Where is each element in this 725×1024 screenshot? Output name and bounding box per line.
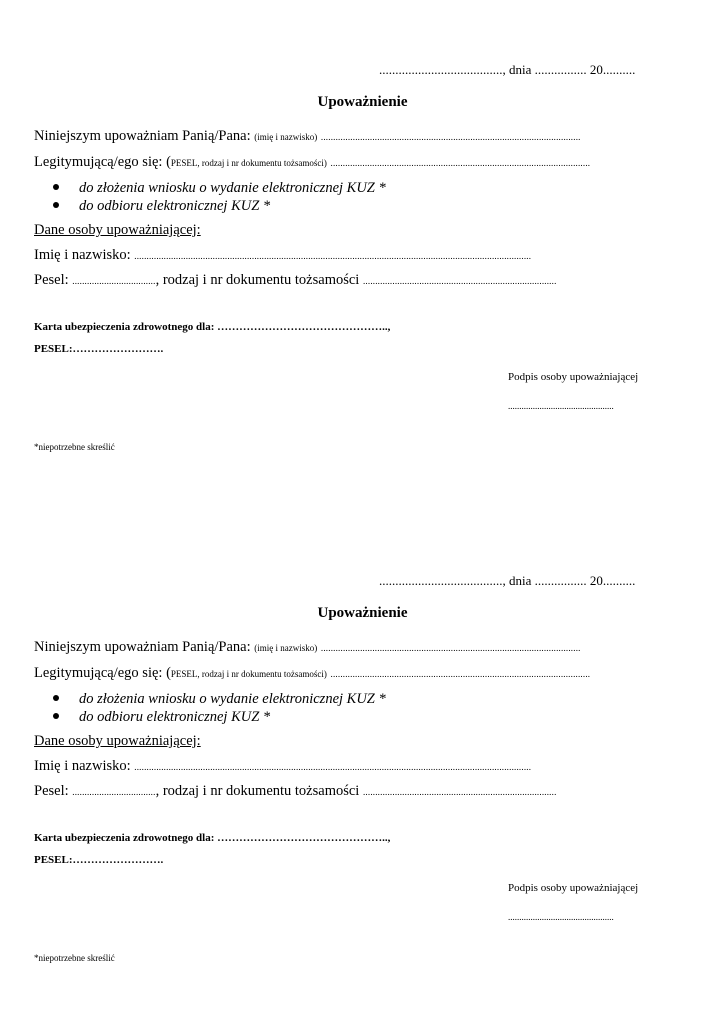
footnote: *niepotrzebne skreślić [34,442,115,452]
pesel-dots: .................................. [72,276,156,286]
pesel-label: Pesel: [34,783,69,799]
doc-dots: ............................................................................... [362,787,557,797]
name-dots: .................................................................................................................................................................. [134,251,532,261]
name-line [34,758,531,775]
list-item: do złożenia wniosku o wydanie elektronicznej KUZ * [50,690,386,708]
list-item: do odbioru elektronicznej KUZ * [50,197,386,215]
card-pesel: PESEL:……………………. [34,343,164,355]
authorize-hint: (imię i nazwisko) [254,132,318,142]
signature-dots: ............................................... [508,912,614,922]
authorize-label: Niniejszym upoważniam Panią/Pana: [34,639,251,655]
authorize-label: Niniejszym upoważniam Panią/Pana: [34,128,251,144]
identity-dots: .......................................................................................................... [330,158,591,168]
card-line: Karta ubezpieczenia zdrowotnego dla: ……………………………………….., [34,832,391,844]
card-line: Karta ubezpieczenia zdrowotnego dla: ……………………………………….., [34,321,391,333]
pesel-label: Pesel: [34,272,69,288]
bullet-icon [53,184,59,190]
pesel-dots: .................................. [72,787,156,797]
name-dots: .................................................................................................................................................................. [134,762,532,772]
identity-label: Legitymującą/ego się: ( [34,154,171,170]
list-item: do złożenia wniosku o wydanie elektronicznej KUZ * [50,179,386,197]
date-line: ......................................, dnia ................ 20.......... [379,573,636,588]
authorize-person-line [34,128,581,145]
identity-line [34,154,590,171]
identity-line [34,665,590,682]
identity-hint: PESEL, rodzaj i nr dokumentu tożsamości) [170,669,327,679]
date-line: ......................................, dnia ................ 20.......... [379,62,636,77]
doc-label: , rodzaj i nr dokumentu tożsamości [155,272,360,288]
purpose-list [50,179,386,215]
authorize-hint: (imię i nazwisko) [254,643,318,653]
bullet-icon [53,202,59,208]
identity-label: Legitymującą/ego się: ( [34,665,171,681]
pesel-line [34,272,557,289]
name-label: Imię i nazwisko: [34,758,131,774]
signature-dots: ............................................... [508,401,614,411]
card-pesel: PESEL:……………………. [34,854,164,866]
authorize-dots: .......................................................................................................... [320,132,581,142]
signature-label: Podpis osoby upoważniającej [508,882,639,894]
pesel-line [34,783,557,800]
purpose-list [50,690,386,726]
form-title: Upoważnienie [317,605,408,621]
form-title: Upoważnienie [317,94,408,110]
identity-dots: .......................................................................................................... [330,669,591,679]
list-item: do odbioru elektronicznej KUZ * [50,708,386,726]
section-heading: Dane osoby upoważniającej: [34,733,201,749]
footnote: *niepotrzebne skreślić [34,953,115,963]
bullet-icon [53,713,59,719]
bullet-icon [53,695,59,701]
signature-label: Podpis osoby upoważniającej [508,371,639,383]
name-line [34,247,531,264]
identity-hint: PESEL, rodzaj i nr dokumentu tożsamości) [170,158,327,168]
name-label: Imię i nazwisko: [34,247,131,263]
doc-dots: ............................................................................... [362,276,557,286]
section-heading: Dane osoby upoważniającej: [34,222,201,238]
authorize-person-line [34,639,581,656]
authorization-form-bottom [0,511,725,1023]
authorize-dots: .......................................................................................................... [320,643,581,653]
doc-label: , rodzaj i nr dokumentu tożsamości [155,783,360,799]
